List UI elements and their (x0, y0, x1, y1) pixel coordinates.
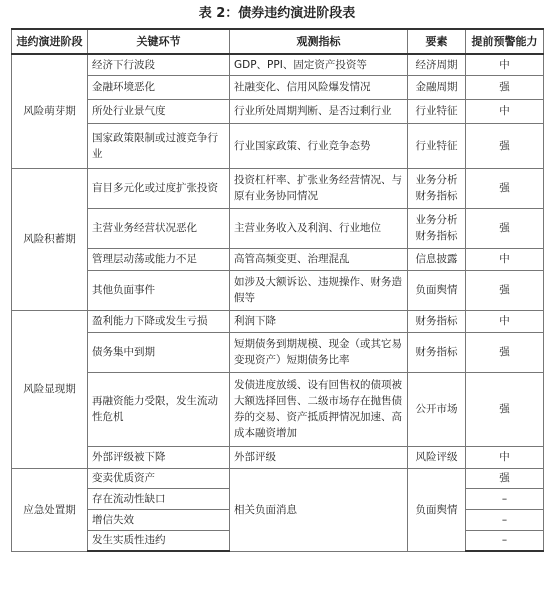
indicator-cell: 利润下降 (230, 310, 408, 332)
capability-cell: 强 (466, 468, 544, 488)
table-row (12, 168, 544, 208)
capability-cell: 中 (466, 248, 544, 270)
element-cell: 经济周期 (408, 54, 466, 75)
header-key-link: 关键环节 (88, 29, 230, 54)
capability-cell: 强 (466, 372, 544, 446)
key-link-cell: 增信失效 (88, 509, 230, 530)
element-cell: 金融周期 (408, 75, 466, 99)
table-row (12, 372, 544, 446)
table-row (12, 468, 544, 488)
key-link-cell: 其他负面事件 (88, 270, 230, 310)
key-link-cell: 发生实质性违约 (88, 530, 230, 551)
capability-cell: 强 (466, 208, 544, 248)
capability-cell: 强 (466, 168, 544, 208)
element-cell: 财务指标 (408, 332, 466, 372)
header-indicator: 观测指标 (230, 29, 408, 54)
capability-cell: 强 (466, 75, 544, 99)
table-row (12, 270, 544, 310)
capability-cell: – (466, 488, 544, 509)
element-cell: 负面舆情 (408, 270, 466, 310)
key-link-cell: 变卖优质资产 (88, 468, 230, 488)
capability-cell: – (466, 530, 544, 551)
indicator-cell: 短期债务到期规模、现金（或其它易变现资产）短期债务比率 (230, 332, 408, 372)
capability-cell: 中 (466, 446, 544, 468)
element-cell: 业务分析财务指标 (408, 208, 466, 248)
stage-cell: 应急处置期 (12, 468, 88, 551)
table-row (12, 208, 544, 248)
capability-cell: 强 (466, 123, 544, 168)
indicator-cell: 相关负面消息 (230, 468, 408, 551)
table-title: 表 2：债券违约演进阶段表 (198, 6, 356, 21)
key-link-cell: 盈利能力下降或发生亏损 (88, 310, 230, 332)
key-link-cell: 外部评级被下降 (88, 446, 230, 468)
stage-cell: 风险萌芽期 (12, 54, 88, 168)
key-link-cell: 存在流动性缺口 (88, 488, 230, 509)
key-link-cell: 主营业务经营状况恶化 (88, 208, 230, 248)
indicator-cell: 主营业务收入及利润、行业地位 (230, 208, 408, 248)
indicator-cell: 发债进度放缓、设有回售权的债项被大额选择回售、二级市场存在抛售债券的交易、资产抵质押情况加速、高成本融资增加 (230, 372, 408, 446)
indicator-cell: 行业所处周期判断、是否过剩行业 (230, 99, 408, 123)
table-row (12, 123, 544, 168)
indicator-cell: GDP、PPI、固定资产投资等 (230, 54, 408, 75)
capability-cell: 强 (466, 332, 544, 372)
capability-cell: 中 (466, 54, 544, 75)
key-link-cell: 管理层动荡或能力不足 (88, 248, 230, 270)
indicator-cell: 社融变化、信用风险爆发情况 (230, 75, 408, 99)
element-cell: 风险评级 (408, 446, 466, 468)
capability-cell: 中 (466, 310, 544, 332)
default-evolution-table (11, 28, 544, 552)
table-row (12, 446, 544, 468)
stage-cell: 风险显现期 (12, 310, 88, 468)
capability-cell: 强 (466, 270, 544, 310)
element-cell: 行业特征 (408, 123, 466, 168)
header-stage: 违约演进阶段 (12, 29, 88, 54)
element-cell: 负面舆情 (408, 468, 466, 551)
header-row (12, 29, 544, 54)
indicator-cell: 外部评级 (230, 446, 408, 468)
key-link-cell: 所处行业景气度 (88, 99, 230, 123)
table-row (12, 248, 544, 270)
table-row (12, 99, 544, 123)
indicator-cell: 投资杠杆率、扩张业务经营情况、与原有业务协同情况 (230, 168, 408, 208)
capability-cell: 中 (466, 99, 544, 123)
element-cell: 行业特征 (408, 99, 466, 123)
header-element: 要素 (408, 29, 466, 54)
key-link-cell: 债务集中到期 (88, 332, 230, 372)
header-capability: 提前预警能力 (466, 29, 544, 54)
indicator-cell: 如涉及大额诉讼、违规操作、财务造假等 (230, 270, 408, 310)
table-row (12, 310, 544, 332)
table-row (12, 332, 544, 372)
capability-cell: – (466, 509, 544, 530)
table-row (12, 75, 544, 99)
key-link-cell: 再融资能力受限，发生流动性危机 (88, 372, 230, 446)
key-link-cell: 国家政策限制或过渡竞争行业 (88, 123, 230, 168)
indicator-cell: 行业国家政策、行业竞争态势 (230, 123, 408, 168)
element-cell: 业务分析财务指标 (408, 168, 466, 208)
element-cell: 信息披露 (408, 248, 466, 270)
stage-cell: 风险积蓄期 (12, 168, 88, 310)
element-cell: 公开市场 (408, 372, 466, 446)
element-cell: 财务指标 (408, 310, 466, 332)
table-row (12, 54, 544, 75)
key-link-cell: 金融环境恶化 (88, 75, 230, 99)
key-link-cell: 盲目多元化或过度扩张投资 (88, 168, 230, 208)
key-link-cell: 经济下行波段 (88, 54, 230, 75)
indicator-cell: 高管高频变更、治理混乱 (230, 248, 408, 270)
